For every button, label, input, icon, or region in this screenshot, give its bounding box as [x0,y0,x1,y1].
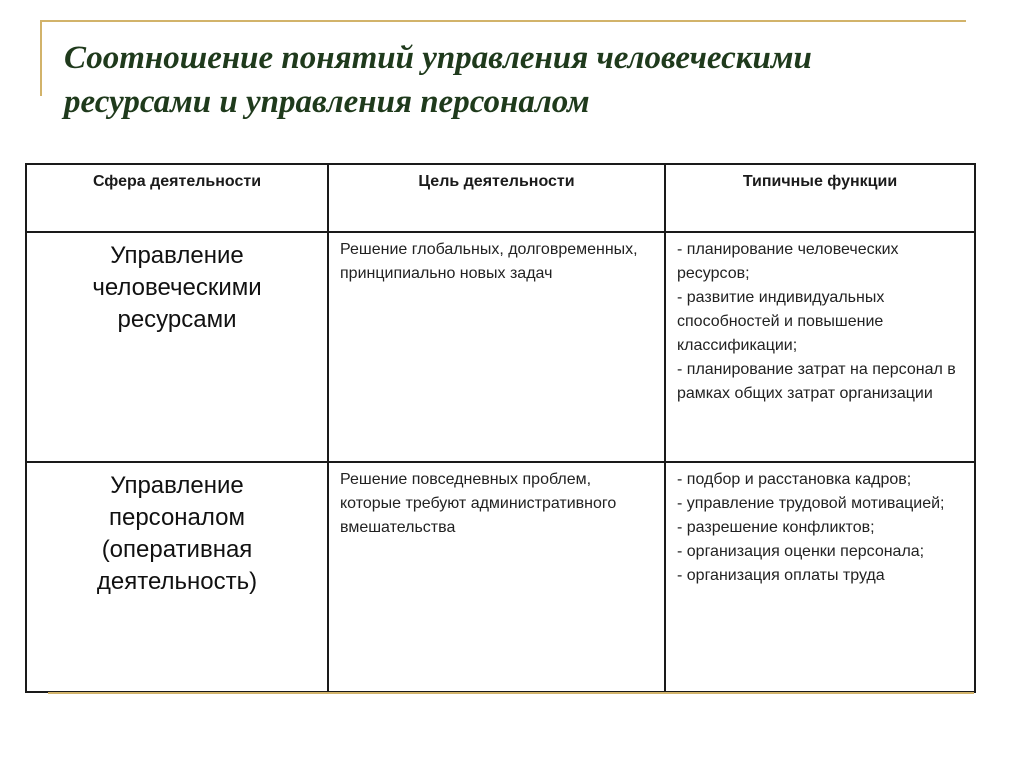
functions-cell [665,232,975,462]
function-item: - развитие индивидуальных способностей и повышение классификации; [677,289,885,354]
functions-list [667,464,973,588]
slide-title: Соотношение понятий управления человеческими ресурсами и управления персоналом [64,40,812,120]
function-item: - планирование затрат на персонал в рамках общих затрат организации [677,361,956,402]
functions-list [667,234,973,406]
header-goal: Цель деятельности [328,164,665,232]
function-item: - планирование человеческих ресурсов; [677,241,899,282]
table-row [26,232,975,462]
table-row [26,462,975,692]
comparison-table [25,163,976,693]
function-item: - организация оценки персонала; [677,543,925,560]
goal-text: Решение повседневных проблем, которые требуют административного вмешательства [340,471,617,536]
goal-text: Решение глобальных, долговременных, принципиально новых задач [340,241,638,282]
left-gold-rule [40,20,42,96]
area-label: Управление человеческими ресурсами [92,242,262,333]
area-label: Управление персоналом (оперативная деятельность) [96,472,258,595]
goal-cell [328,232,665,462]
function-item: - управление трудовой мотивацией; [677,495,945,512]
functions-cell [665,462,975,692]
header-functions: Типичные функции [665,164,975,232]
function-item: - разрешение конфликтов; [677,519,875,536]
function-item: - организация оплаты труда [677,567,885,584]
goal-cell [328,462,665,692]
area-cell [26,462,328,692]
header-area: Сфера деятельности [26,164,328,232]
bottom-gold-rule [48,692,974,694]
table-header-row [26,164,975,232]
top-gold-rule [40,20,966,22]
area-cell [26,232,328,462]
function-item: - подбор и расстановка кадров; [677,471,912,488]
